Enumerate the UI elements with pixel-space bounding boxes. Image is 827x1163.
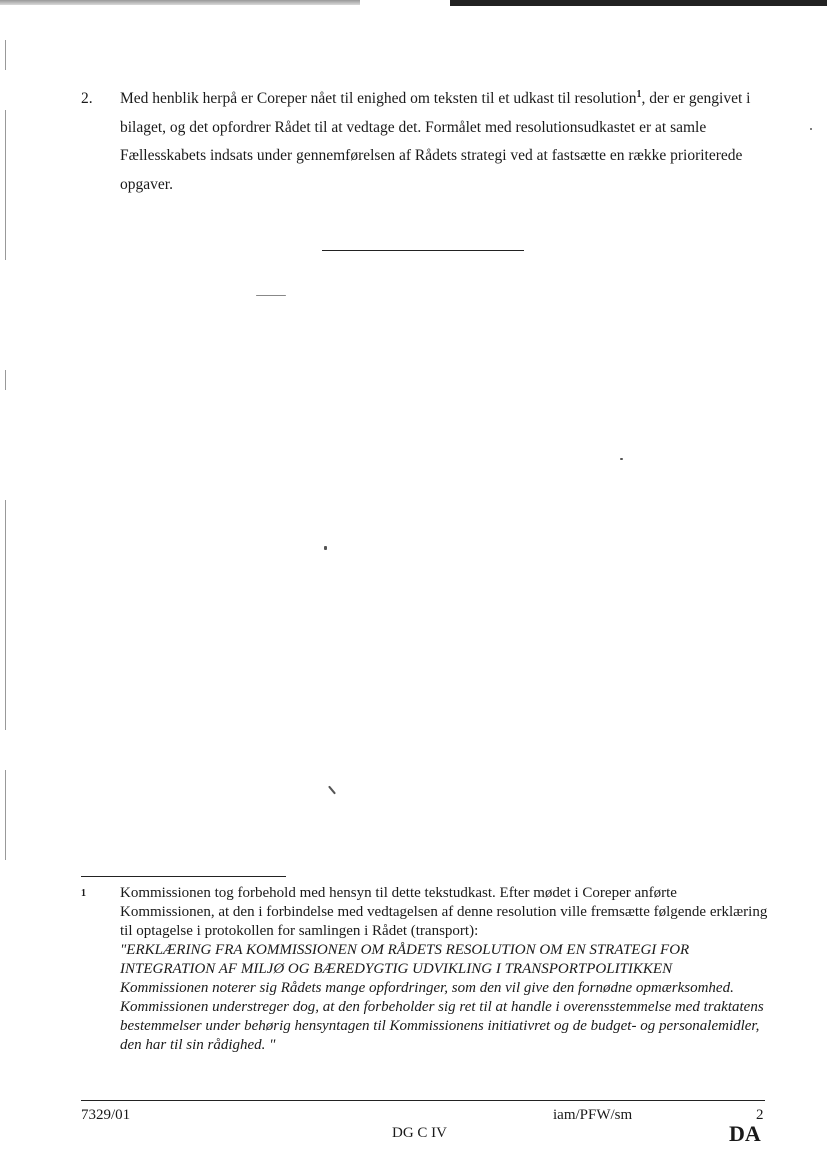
footnote-body — [120, 884, 771, 1055]
paragraph-text-end: , der er gengivet i bilaget, og det opfordrer Rådet til at vedtage det. Formålet med resolutionsudkastet er at samle Fællesskabets indsats under gennemførelsen af Rådets strategi ved at fastsætte en række prioriterede opgaver. — [120, 90, 751, 193]
footnote-declaration-text: Kommissionen noterer sig Rådets mange opfordringer, som den vil give den fornødne opmærksomhed. Kommissionen understreger dog, at den forbeholder sig ret til at handle i overensstemmelse med traktatens bestemmelser under behørig hensyntagen til Kommissionens initiativret og de budget- og personalemidler, den har til sin rådighed. " — [120, 980, 764, 1053]
scan-speck — [256, 295, 286, 296]
scan-edge-mark — [5, 110, 6, 260]
scan-edge-mark — [5, 500, 6, 730]
footnote-mark: 1 — [81, 888, 86, 899]
scan-edge-mark — [5, 40, 6, 70]
paragraph-2 — [81, 85, 771, 199]
scan-edge-mark — [5, 370, 6, 390]
footnote — [81, 884, 771, 1055]
section-divider — [322, 250, 524, 251]
directorate: DG C IV — [392, 1125, 447, 1141]
footnote-declaration-heading: "ERKLÆRING FRA KOMMISSIONEN OM RÅDETS RESOLUTION OM EN STRATEGI FOR INTEGRATION AF MILJØ OG BÆREDYGTIG UDVIKLING I TRANSPORTPOLITIKKEN — [120, 942, 690, 977]
scan-speck — [810, 128, 812, 130]
scan-artifact-top-right — [450, 0, 827, 6]
scan-artifact-top — [0, 0, 360, 5]
footnote-separator — [81, 876, 286, 877]
author-reference: iam/PFW/sm — [553, 1107, 633, 1123]
paragraph-text-start: Med henblik herpå er Coreper nået til enighed om teksten til et udkast til resolution — [120, 90, 637, 107]
scan-speck — [328, 786, 336, 795]
paragraph-text — [120, 85, 771, 199]
document-code: 7329/01 — [81, 1107, 131, 1123]
scan-edge-mark — [5, 770, 6, 860]
footnote-reference: 1 — [636, 88, 642, 100]
footnote-intro: Kommissionen tog forbehold med hensyn til dette tekstudkast. Efter mødet i Coreper anførte Kommissionen, at den i forbindelse med vedtagelsen af denne resolution ville fremsætte følgende erklæring til optagelse i protokollen for samlingen i Rådet (transport): — [120, 885, 768, 939]
language-code: DA — [729, 1121, 761, 1146]
footer-rule — [81, 1100, 765, 1101]
scan-speck — [324, 546, 327, 550]
page-number: 2 — [756, 1107, 764, 1123]
scan-speck — [620, 458, 623, 460]
paragraph-number: 2. — [81, 90, 93, 107]
